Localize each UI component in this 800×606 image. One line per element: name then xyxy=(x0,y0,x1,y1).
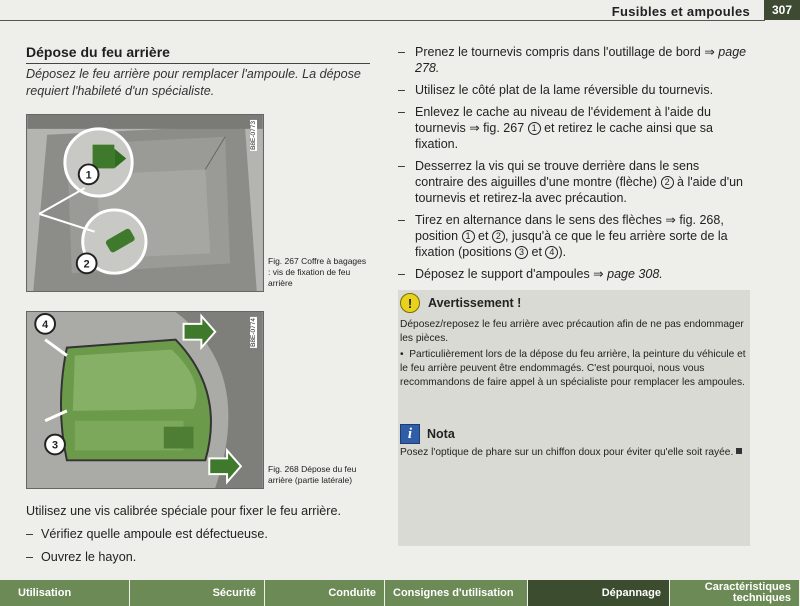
tab-utilisation[interactable]: Utilisation xyxy=(0,580,130,606)
nota-heading xyxy=(400,424,455,444)
position-number: 1 xyxy=(462,230,475,243)
position-number: 4 xyxy=(545,246,558,259)
section-title: Dépose du feu arrière xyxy=(26,44,170,60)
figure-268-taillight xyxy=(26,311,264,489)
header-rule xyxy=(0,20,765,21)
figure-268-code: B8E-0774 xyxy=(250,318,257,347)
end-marker xyxy=(736,448,742,454)
position-number: 2 xyxy=(661,176,674,189)
list-item: – Tirez en alternance dans le sens des flèches ⇒ fig. 268, position 1 et 2 , jusqu'à ce que le feu arrière sorte de la fixation (positions 3 et 4 ). xyxy=(398,213,728,259)
list-item: – Desserrez la vis qui se trouve derrière dans le sens contraire des aiguilles d'une montre (flèche) 2 à l'aide d'un tournevis et retirez-la avec précaution. xyxy=(398,159,743,205)
nota-text: Posez l'optique de phare sur un chiffon doux pour éviter qu'elle soit rayée. xyxy=(400,446,748,460)
left-step: – Vérifiez quelle ampoule est défectueuse. xyxy=(26,527,268,541)
callout-2: 2 xyxy=(83,258,90,271)
page-number: 307 xyxy=(764,0,800,20)
position-number: 2 xyxy=(492,230,505,243)
warning-title: Avertissement ! xyxy=(428,296,522,310)
page-ref-link[interactable]: page 278. xyxy=(415,45,747,75)
list-item: – Déposez le support d'ampoules ⇒ page 308. xyxy=(398,267,663,281)
screw-note: Utilisez une vis calibrée spéciale pour fixer le feu arrière. xyxy=(26,504,341,518)
intro-text: Déposez le feu arrière pour remplacer l'ampoule. La dépose requiert l'habileté d'un spécialiste. xyxy=(26,67,361,98)
callout-3: 3 xyxy=(51,439,59,452)
info-icon: i xyxy=(400,424,420,444)
position-number: 1 xyxy=(528,122,541,135)
callout-4: 4 xyxy=(42,318,49,331)
trunk-illustration xyxy=(27,115,263,291)
tab-securite[interactable]: Sécurité xyxy=(130,580,265,606)
tab-consignes[interactable]: Consignes d'utilisation xyxy=(385,580,528,606)
warning-heading xyxy=(400,293,521,313)
figure-267-trunk-screw xyxy=(26,114,264,292)
tab-depannage[interactable]: Dépannage xyxy=(528,580,670,606)
figure-267-code: B8E-0773 xyxy=(250,121,257,150)
callout-1: 1 xyxy=(85,169,92,182)
list-item: – Prenez le tournevis compris dans l'outillage de bord ⇒ page 278. xyxy=(398,45,747,75)
warning-text: Déposez/reposez le feu arrière avec précaution afin de ne pas endommager les pièces. • Particulièrement lors de la dépose du feu arrière, la peinture du véhicule et le feu arrière peuvent être endommagés. C'est pourquoi, nous vous recommandons de faire appel à un spécialiste pour remplacer les ampoules. xyxy=(400,319,746,388)
figure-268-caption: Fig. 268 Dépose du feu arrière (partie latérale) xyxy=(268,464,357,485)
page-ref-link[interactable]: page 308. xyxy=(607,267,663,281)
taillight-illustration xyxy=(27,312,263,488)
procedure-steps xyxy=(398,44,750,288)
chapter-title: Fusibles et ampoules xyxy=(611,4,750,19)
figure-267-caption: Fig. 267 Coffre à bagages : vis de fixation de feu arrière xyxy=(268,256,367,288)
section-rule xyxy=(26,63,370,64)
list-item: – Utilisez le côté plat de la lame réversible du tournevis. xyxy=(398,83,714,97)
nota-title: Nota xyxy=(427,427,455,441)
tab-caracteristiques[interactable]: Caractéristiques techniques xyxy=(670,580,800,606)
list-item: – Enlevez le cache au niveau de l'évidement à l'aide du tournevis ⇒ fig. 267 1 et retirez le cache ainsi que sa fixation. xyxy=(398,105,713,151)
position-number: 3 xyxy=(515,246,528,259)
tab-conduite[interactable]: Conduite xyxy=(265,580,385,606)
chapter-tabs xyxy=(0,580,800,606)
left-step: – Ouvrez le hayon. xyxy=(26,550,137,564)
warning-icon: ! xyxy=(400,293,420,313)
